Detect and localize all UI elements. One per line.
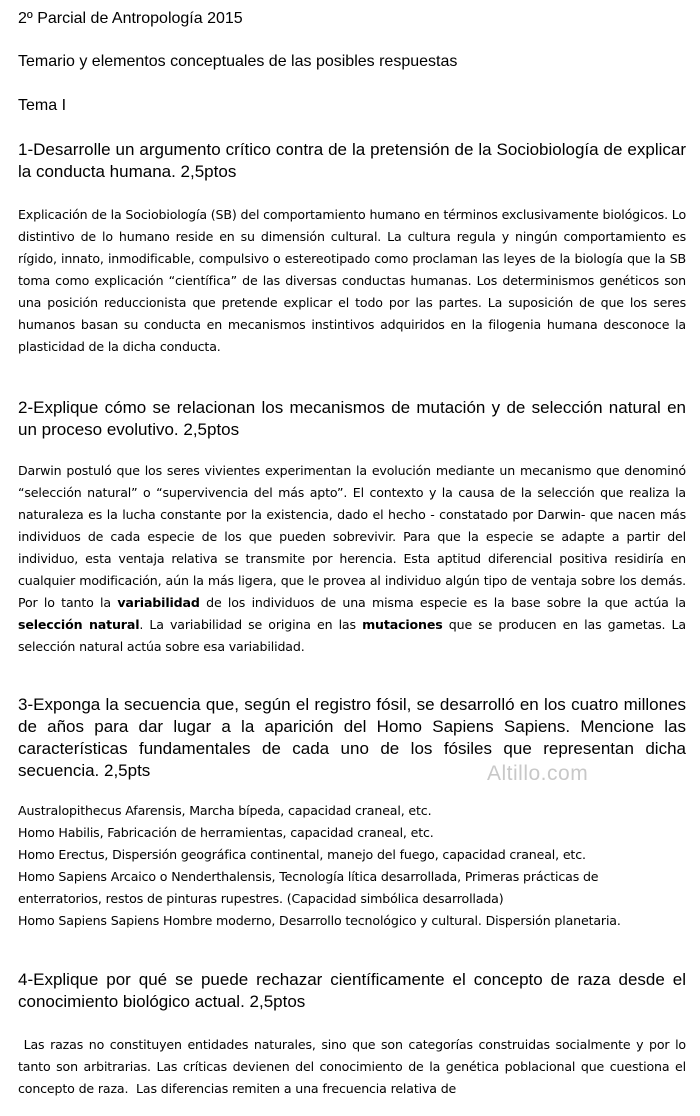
list-item: Homo Sapiens Arcaico o Nenderthalensis, Tecnología lítica desarrollada, Primeras prácticas de enterratorios, restos de pinturas rupestres. (Capacidad simbólica desarrollada): [18, 869, 599, 906]
answer-4: Las razas no constituyen entidades naturales, sino que son categorías construidas socialmente y por lo tanto son arbitrarias. Las críticas devienen del conocimiento de la genética poblacional que cuestiona el concepto de raza. Las diferencias remiten a una frecuencia relativa de: [18, 1037, 690, 1096]
answer-2: Darwin postuló que los seres vivientes experimentan la evolución mediante un mecanismo que denominó “selección natural” o “supervivencia del más apto”. El contexto y la causa de la selección que realiza la naturaleza es la lucha constante por la existencia, dado el hecho - constatado por Darwin- que nacen más individuos de cada especie de los que pueden sobrevivir. Para que la especie se adapte a partir del individuo, esta ventaja relativa se transmite por herencia. Esta aptitud diferencial positiva residiría en cualquier modificación, aún la más ligera, que le provea al individuo algún tipo de ventaja sobre los demás. Por lo tanto la variabilidad de los individuos de una misma especie es la base sobre la que actúa la selección natural. La variabilidad se origina en las mutaciones que se producen en las gametas. La selección natural actúa sobre esa variabilidad.: [18, 463, 686, 654]
list-item: Homo Sapiens Sapiens Hombre moderno, Desarrollo tecnológico y cultural. Dispersión planetaria.: [18, 913, 621, 928]
answer-1: Explicación de la Sociobiología (SB) del comportamiento humano en términos exclusivamente biológicos. Lo distintivo de lo humano reside en su dimensión cultural. La cultura regula y ningún comportamiento es rígido, innato, inmodificable, compulsivo o estereotipado como proclaman las leyes de la biología que la SB toma como explicación “científica” de las diversas conductas humanas. Los determinismos genéticos son una posición reduccionista que pretende explicar el todo por las partes. La suposición de que los seres humanos basan su conducta en mecanismos instintivos adquiridos en la filogenia humana desconoce la plasticidad de la dicha conducta.: [18, 207, 686, 354]
list-item: Homo Habilis, Fabricación de herramientas, capacidad craneal, etc.: [18, 825, 434, 840]
question-1: 1-Desarrolle un argumento crítico contra de la pretensión de la Sociobiología de explicar la conducta humana. 2,5ptos: [18, 140, 686, 181]
document-subtitle: Temario y elementos conceptuales de las posibles respuestas: [18, 53, 458, 70]
question-2: 2-Explique cómo se relacionan los mecanismos de mutación y de selección natural en un proceso evolutivo. 2,5ptos: [18, 398, 686, 439]
answer-3-list: [18, 800, 686, 932]
keyword-seleccion-natural: selección natural: [18, 617, 140, 632]
list-item: Homo Erectus, Dispersión geográfica continental, manejo del fuego, capacidad craneal, etc.: [18, 847, 586, 862]
keyword-variabilidad: variabilidad: [117, 595, 200, 610]
document-title: 2º Parcial de Antropología 2015: [18, 10, 243, 27]
question-4: 4-Explique por qué se puede rechazar científicamente el concepto de raza desde el conocimiento biológico actual. 2,5ptos: [18, 970, 686, 1011]
list-item: Australopithecus Afarensis, Marcha bípeda, capacidad craneal, etc.: [18, 803, 432, 818]
section-heading: Tema I: [18, 97, 67, 114]
watermark-text: Altillo.com: [487, 762, 589, 785]
keyword-mutaciones: mutaciones: [362, 617, 443, 632]
question-3: 3-Exponga la secuencia que, según el registro fósil, se desarrolló en los cuatro millones de años para dar lugar a la aparición del Homo Sapiens Sapiens. Mencione las características fundamentales de cada uno de los fósiles que representan dicha secuencia. 2,5pts: [18, 695, 686, 780]
